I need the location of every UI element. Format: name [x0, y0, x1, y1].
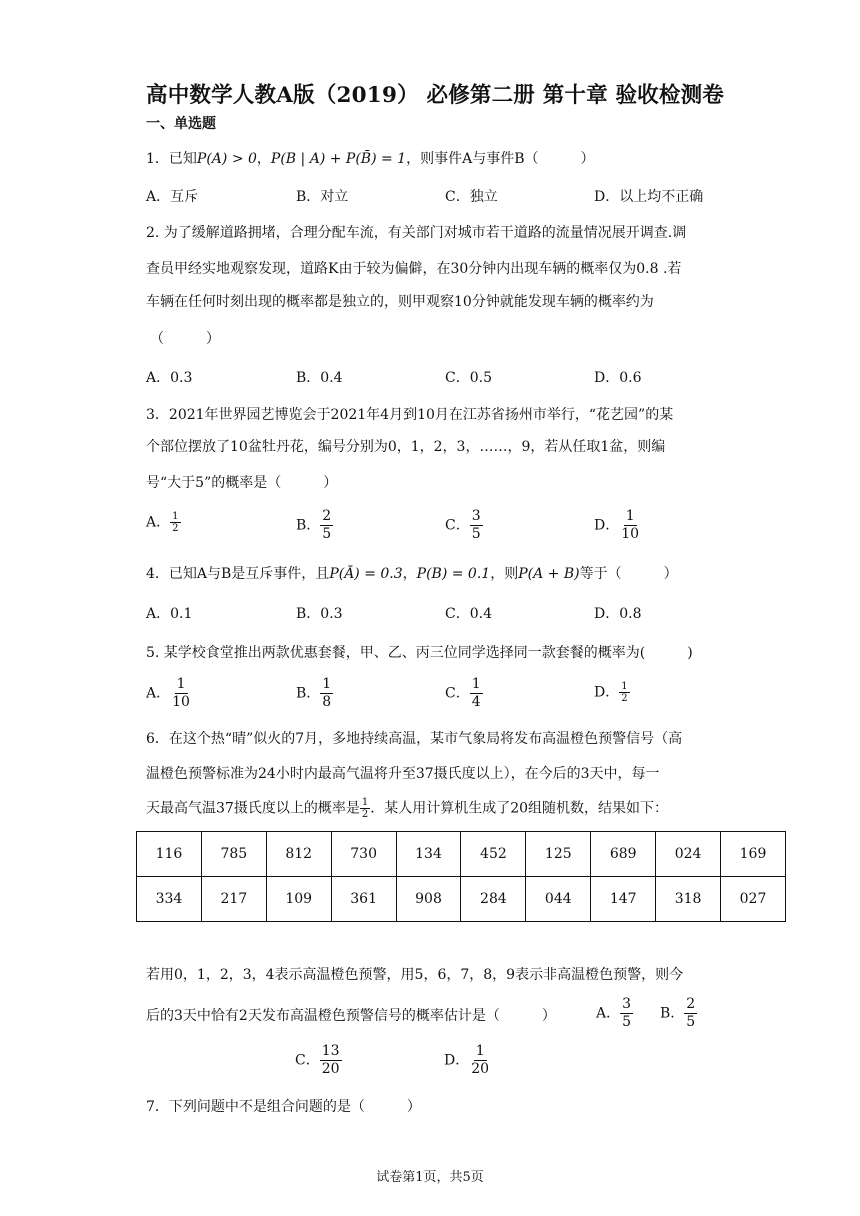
- q5-option-d: [594, 681, 630, 704]
- q6-option-a: [596, 996, 633, 1031]
- denominator: 20: [471, 1061, 490, 1077]
- q6-option-d: [444, 1043, 491, 1078]
- table-cell: 730: [331, 832, 396, 877]
- numerator: 1: [471, 676, 481, 692]
- numerator: 1: [475, 1043, 485, 1059]
- q4-post: 等于（ ）: [579, 566, 678, 582]
- q6-line-2: 温橙色预警标准为24小时内最高气温将升至37摄氏度以上），在今后的3天中，每一: [146, 766, 660, 782]
- q6-option-b: [660, 996, 697, 1031]
- q6-option-c-label: C．: [295, 1052, 320, 1069]
- q1-option-d: D．以上均不正确: [594, 189, 704, 205]
- q2-line-3: 车辆在任何时刻出现的概率都是独立的，则甲观察10分钟就能发现车辆的概率约为: [146, 294, 654, 310]
- denominator: 10: [172, 694, 190, 710]
- q6-option-c-fraction: [320, 1043, 342, 1078]
- table-row: [137, 877, 786, 922]
- q1-option-b: B．对立: [296, 189, 349, 205]
- q5-option-a-label: A．: [146, 685, 171, 702]
- denominator: 2: [621, 693, 628, 704]
- denominator: 4: [471, 694, 481, 710]
- numerator: 3: [471, 508, 481, 524]
- q5-option-d-label: D．: [594, 684, 620, 701]
- question-4: [146, 563, 678, 583]
- table-cell: 169: [721, 832, 786, 877]
- q6-after-line-1: 若用0，1，2，3，4表示高温橙色预警，用5，6，7，8，9表示非高温橙色预警，则今: [146, 967, 684, 983]
- q3-line-3: 号“大于5”的概率是（ ）: [146, 475, 338, 491]
- q5-line-1: 5. 某学校食堂推出两款优惠套餐，甲、乙、丙三位同学选择同一款套餐的概率为( ): [146, 645, 693, 661]
- table-cell: 318: [656, 877, 721, 922]
- table-cell: 024: [656, 832, 721, 877]
- table-cell: 217: [201, 877, 266, 922]
- table-cell: 134: [396, 832, 461, 877]
- table-cell: 334: [137, 877, 202, 922]
- q3-option-b-label: B．: [296, 517, 321, 534]
- q4-option-a: A．0.1: [146, 606, 193, 622]
- q6-option-a-fraction: [620, 996, 633, 1031]
- q6-option-d-fraction: [469, 1043, 491, 1078]
- table-cell: 812: [266, 832, 331, 877]
- q5-option-b: [296, 676, 333, 711]
- table-cell: 109: [266, 877, 331, 922]
- q6-line-1: 6．在这个热“晴”似火的7月，多地持续高温，某市气象局将发布高温橙色预警信号（高: [146, 731, 683, 747]
- q6-line-3-post: ．某人用计算机生成了20组随机数，结果如下：: [370, 800, 669, 817]
- q5-option-b-label: B．: [296, 685, 321, 702]
- q6-line-3: [146, 797, 668, 820]
- section-heading: 一、单选题: [146, 116, 216, 132]
- q6-option-a-label: A．: [596, 1005, 621, 1022]
- q6-option-c: [295, 1043, 342, 1078]
- q3-line-2: 个部位摆放了10盆牡丹花，编号分别为0，1，2，3，……，9，若从任取1盆，则编: [146, 439, 666, 455]
- denominator: 2: [361, 809, 369, 820]
- q6-option-b-fraction: [684, 996, 697, 1031]
- table-cell: 284: [461, 877, 526, 922]
- q3-line-1: 3．2021年世界园艺博览会于2021年4月到10月在江苏省扬州市举行，“花艺园”的某: [146, 407, 674, 423]
- q7-line-1: 7．下列问题中不是组合问题的是（ ）: [146, 1099, 421, 1115]
- q3-option-b-fraction: [320, 508, 333, 543]
- q2-option-d: D．0.6: [594, 370, 642, 386]
- q5-option-c-label: C．: [445, 685, 470, 702]
- q2-option-c: C．0.5: [445, 370, 492, 386]
- q3-option-a: [146, 511, 181, 534]
- table-cell: 689: [591, 832, 656, 877]
- denominator: 10: [621, 526, 640, 542]
- table-cell: 908: [396, 877, 461, 922]
- numerator: 13: [321, 1043, 340, 1059]
- table-cell: 116: [137, 832, 202, 877]
- q1-post: ，则事件A与事件B（ ）: [406, 151, 595, 167]
- numerator: 1: [172, 511, 179, 522]
- q4-option-d: D．0.8: [594, 606, 642, 622]
- q5-option-b-fraction: [320, 676, 333, 711]
- q6-probability-fraction: [360, 797, 370, 820]
- q2-line-4: （ ）: [150, 331, 220, 347]
- denominator: 5: [322, 526, 332, 542]
- q1-pre: 1．已知: [146, 151, 197, 167]
- q4-option-b: B．0.3: [296, 606, 343, 622]
- denominator: 5: [622, 1014, 632, 1030]
- numerator: 1: [621, 681, 628, 692]
- q3-option-d-label: D．: [594, 517, 620, 534]
- q2-line-1: 2. 为了缓解道路拥堵，合理分配车流，有关部门对城市若干道路的流量情况展开调查.调: [146, 225, 687, 241]
- page-title: 高中数学人教A版（2019） 必修第二册 第十章 验收检测卷: [146, 83, 724, 108]
- denominator: 8: [322, 694, 332, 710]
- q3-option-a-fraction: [170, 511, 180, 534]
- q4-formula-2: P(B) = 0.1: [416, 566, 491, 582]
- q4-formula-1: P(Ā) = 0.3: [329, 566, 403, 582]
- table-cell: 125: [526, 832, 591, 877]
- q4-option-c: C．0.4: [445, 606, 492, 622]
- denominator: 2: [172, 523, 179, 534]
- q5-option-d-fraction: [619, 681, 629, 704]
- table-cell: 044: [526, 877, 591, 922]
- q4-sep: ，: [402, 566, 417, 582]
- q3-option-b: [296, 508, 333, 543]
- numerator: 2: [322, 508, 332, 524]
- q3-option-c: [445, 508, 483, 543]
- table-cell: 785: [201, 832, 266, 877]
- numerator: 3: [622, 996, 632, 1012]
- table-cell: 452: [461, 832, 526, 877]
- q6-after-line-2: 后的3天中恰有2天发布高温橙色预警信号的概率估计是（ ）: [146, 1008, 556, 1024]
- numerator: 1: [625, 508, 635, 524]
- q1-option-c: C．独立: [445, 189, 498, 205]
- q6-line-3-pre: 天最高气温37摄氏度以上的概率是: [146, 800, 360, 817]
- numerator: 1: [322, 676, 332, 692]
- q5-option-c: [445, 676, 483, 711]
- q3-option-c-fraction: [470, 508, 483, 543]
- q6-option-b-label: B．: [660, 1005, 685, 1022]
- q6-option-d-label: D．: [444, 1052, 470, 1069]
- q3-option-d-fraction: [619, 508, 641, 543]
- q4-pre: 4．已知A与B是互斥事件，且: [146, 566, 330, 582]
- q2-line-2: 查员甲经实地观察发现，道路K由于较为偏僻，在30分钟内出现车辆的概率仅为0.8 .若: [146, 261, 682, 277]
- denominator: 5: [471, 526, 481, 542]
- table-cell: 147: [591, 877, 656, 922]
- denominator: 5: [686, 1014, 696, 1030]
- q3-option-a-label: A．: [146, 514, 171, 531]
- q5-option-c-fraction: [470, 676, 483, 711]
- random-number-table: [136, 831, 786, 922]
- numerator: 2: [686, 996, 696, 1012]
- q2-option-b: B．0.4: [296, 370, 343, 386]
- table-cell: 361: [331, 877, 396, 922]
- table-row: [137, 832, 786, 877]
- q2-option-a: A．0.3: [146, 370, 193, 386]
- q3-option-d: [594, 508, 641, 543]
- q1-formula-1: P(A) > 0: [196, 151, 257, 167]
- q1-sep: ，: [256, 151, 271, 167]
- q1-formula-2: P(B | A) + P(B̄) = 1: [270, 151, 407, 167]
- q3-option-c-label: C．: [445, 517, 470, 534]
- numerator: 1: [361, 797, 369, 808]
- q5-option-a-fraction: [170, 676, 192, 711]
- q4-formula-3: P(A + B): [518, 566, 580, 582]
- numerator: 1: [176, 676, 186, 692]
- q5-option-a: [146, 676, 192, 711]
- question-1: [146, 148, 595, 168]
- denominator: 20: [321, 1061, 340, 1077]
- page-footer: 试卷第1页，共5页: [376, 1170, 484, 1185]
- q4-mid: ，则: [490, 566, 519, 582]
- table-cell: 027: [721, 877, 786, 922]
- q1-option-a: A．互斥: [146, 189, 199, 205]
